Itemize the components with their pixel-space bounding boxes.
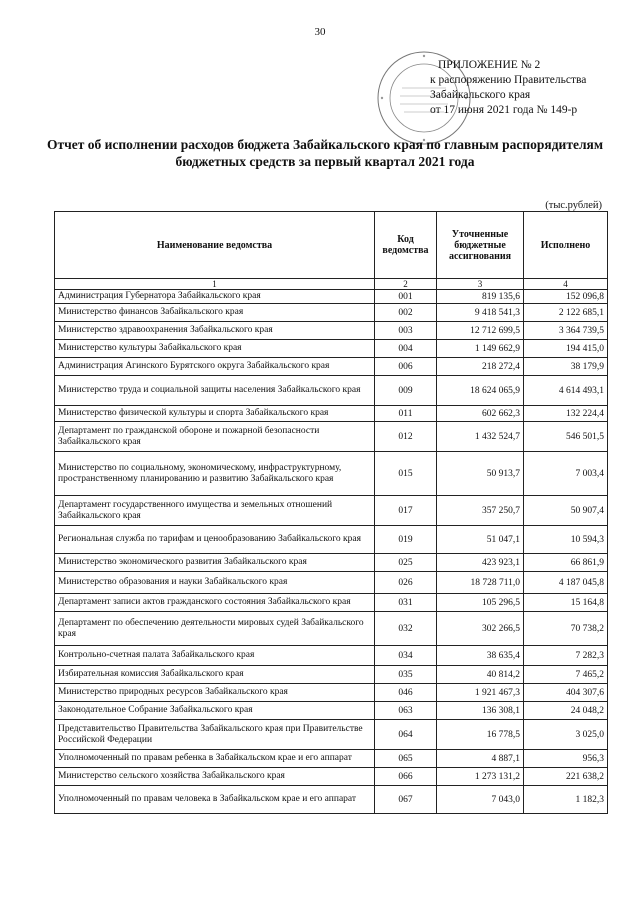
appendix-title: ПРИЛОЖЕНИЕ № 2 (438, 59, 541, 71)
executed-amount: 132 224,4 (524, 406, 608, 422)
table-row (55, 340, 608, 358)
department-code: 025 (375, 554, 437, 572)
department-name: Министерство финансов Забайкальского края (55, 304, 375, 322)
table-row (55, 526, 608, 554)
table-row (55, 358, 608, 376)
table-row (55, 720, 608, 750)
department-name: Администрация Губернатора Забайкальского края (55, 290, 375, 304)
report-title-line-1: Отчет об исполнении расходов бюджета Забайкальского края по главным распорядителям (46, 137, 604, 152)
department-code: 003 (375, 322, 437, 340)
department-code: 009 (375, 376, 437, 406)
executed-amount: 38 179,9 (524, 358, 608, 376)
header-allocated: Уточненные бюджетные ассигнования (437, 212, 524, 279)
executed-amount: 194 415,0 (524, 340, 608, 358)
executed-amount: 2 122 685,1 (524, 304, 608, 322)
header-code: Код ведомства (375, 212, 437, 279)
table-row (55, 290, 608, 304)
executed-amount: 956,3 (524, 750, 608, 768)
department-name: Министерство труда и социальной защиты населения Забайкальского края (55, 376, 375, 406)
department-name: Департамент по обеспечению деятельности мировых судей Забайкальского края (55, 612, 375, 646)
allocated-amount: 40 814,2 (437, 666, 524, 684)
allocated-amount: 12 712 699,5 (437, 322, 524, 340)
executed-amount: 66 861,9 (524, 554, 608, 572)
table-row (55, 768, 608, 786)
executed-amount: 221 638,2 (524, 768, 608, 786)
department-name: Департамент по гражданской обороне и пожарной безопасности Забайкальского края (55, 422, 375, 452)
table-row (55, 452, 608, 496)
header-name: Наименование ведомства (55, 212, 375, 279)
table-row (55, 422, 608, 452)
column-number: 1 (55, 279, 375, 290)
allocated-amount: 51 047,1 (437, 526, 524, 554)
table-row (55, 304, 608, 322)
units-label: (тыс.рублей) (545, 200, 602, 211)
executed-amount: 152 096,8 (524, 290, 608, 304)
column-number: 4 (524, 279, 608, 290)
page-number: 30 (314, 26, 326, 38)
department-code: 046 (375, 684, 437, 702)
executed-amount: 404 307,6 (524, 684, 608, 702)
allocated-amount: 18 624 065,9 (437, 376, 524, 406)
allocated-amount: 136 308,1 (437, 702, 524, 720)
department-code: 004 (375, 340, 437, 358)
department-name: Представительство Правительства Забайкальского края при Правительстве Российской Федерации (55, 720, 375, 750)
table-row (55, 750, 608, 768)
department-code: 065 (375, 750, 437, 768)
header-executed: Исполнено (524, 212, 608, 279)
department-name: Министерство сельского хозяйства Забайкальского края (55, 768, 375, 786)
table-body (55, 290, 608, 814)
table-row (55, 322, 608, 340)
table-row (55, 684, 608, 702)
allocated-amount: 302 266,5 (437, 612, 524, 646)
executed-amount: 24 048,2 (524, 702, 608, 720)
allocated-amount: 105 296,5 (437, 594, 524, 612)
department-code: 063 (375, 702, 437, 720)
column-numbers-row (55, 279, 608, 290)
department-code: 067 (375, 786, 437, 814)
table-row (55, 406, 608, 422)
allocated-amount: 50 913,7 (437, 452, 524, 496)
department-code: 012 (375, 422, 437, 452)
department-name: Уполномоченный по правам человека в Забайкальском крае и его аппарат (55, 786, 375, 814)
department-name: Контрольно-счетная палата Забайкальского края (55, 646, 375, 666)
expenditure-table (54, 211, 608, 814)
department-code: 035 (375, 666, 437, 684)
table-row (55, 376, 608, 406)
allocated-amount: 423 923,1 (437, 554, 524, 572)
department-name: Министерство культуры Забайкальского края (55, 340, 375, 358)
department-name: Региональная служба по тарифам и ценообразованию Забайкальского края (55, 526, 375, 554)
allocated-amount: 18 728 711,0 (437, 572, 524, 594)
department-code: 026 (375, 572, 437, 594)
table-row (55, 786, 608, 814)
department-code: 006 (375, 358, 437, 376)
allocated-amount: 357 250,7 (437, 496, 524, 526)
department-code: 064 (375, 720, 437, 750)
executed-amount: 70 738,2 (524, 612, 608, 646)
executed-amount: 4 187 045,8 (524, 572, 608, 594)
table-row (55, 554, 608, 572)
report-title-line-2: бюджетных средств за первый квартал 2021 года (175, 154, 475, 169)
department-code: 066 (375, 768, 437, 786)
department-name: Уполномоченный по правам ребенка в Забайкальском крае и его аппарат (55, 750, 375, 768)
executed-amount: 546 501,5 (524, 422, 608, 452)
executed-amount: 4 614 493,1 (524, 376, 608, 406)
department-name: Министерство здравоохранения Забайкальского края (55, 322, 375, 340)
department-name: Министерство природных ресурсов Забайкальского края (55, 684, 375, 702)
appendix-line-3: Забайкальского края (430, 89, 531, 101)
department-name: Департамент государственного имущества и земельных отношений Забайкальского края (55, 496, 375, 526)
allocated-amount: 38 635,4 (437, 646, 524, 666)
appendix-block (430, 58, 586, 118)
table-row (55, 572, 608, 594)
allocated-amount: 819 135,6 (437, 290, 524, 304)
department-name: Министерство по социальному, экономическому, инфраструктурному, пространственному планированию и развитию Забайкальского края (55, 452, 375, 496)
allocated-amount: 1 273 131,2 (437, 768, 524, 786)
department-name: Министерство образования и науки Забайкальского края (55, 572, 375, 594)
executed-amount: 7 003,4 (524, 452, 608, 496)
executed-amount: 7 282,3 (524, 646, 608, 666)
allocated-amount: 218 272,4 (437, 358, 524, 376)
department-name: Законодательное Собрание Забайкальского края (55, 702, 375, 720)
allocated-amount: 4 887,1 (437, 750, 524, 768)
department-code: 011 (375, 406, 437, 422)
executed-amount: 10 594,3 (524, 526, 608, 554)
executed-amount: 1 182,3 (524, 786, 608, 814)
allocated-amount: 1 149 662,9 (437, 340, 524, 358)
department-name: Департамент записи актов гражданского состояния Забайкальского края (55, 594, 375, 612)
header-row (55, 212, 608, 279)
allocated-amount: 16 778,5 (437, 720, 524, 750)
department-code: 019 (375, 526, 437, 554)
allocated-amount: 9 418 541,3 (437, 304, 524, 322)
department-code: 017 (375, 496, 437, 526)
department-code: 002 (375, 304, 437, 322)
report-title (30, 136, 620, 170)
appendix-line-4: от 17 июня 2021 года № 149-р (430, 104, 578, 116)
department-code: 032 (375, 612, 437, 646)
executed-amount: 7 465,2 (524, 666, 608, 684)
appendix-line-2: к распоряжению Правительства (430, 74, 587, 86)
column-number: 3 (437, 279, 524, 290)
department-code: 034 (375, 646, 437, 666)
executed-amount: 3 025,0 (524, 720, 608, 750)
allocated-amount: 7 043,0 (437, 786, 524, 814)
allocated-amount: 1 432 524,7 (437, 422, 524, 452)
executed-amount: 50 907,4 (524, 496, 608, 526)
department-code: 001 (375, 290, 437, 304)
department-name: Избирательная комиссия Забайкальского края (55, 666, 375, 684)
department-name: Администрация Агинского Бурятского округа Забайкальского края (55, 358, 375, 376)
allocated-amount: 602 662,3 (437, 406, 524, 422)
table-row (55, 646, 608, 666)
allocated-amount: 1 921 467,3 (437, 684, 524, 702)
table-row (55, 594, 608, 612)
department-name: Министерство экономического развития Забайкальского края (55, 554, 375, 572)
department-name: Министерство физической культуры и спорта Забайкальского края (55, 406, 375, 422)
table-row (55, 612, 608, 646)
column-number: 2 (375, 279, 437, 290)
executed-amount: 15 164,8 (524, 594, 608, 612)
table-row (55, 666, 608, 684)
table-row (55, 702, 608, 720)
department-code: 031 (375, 594, 437, 612)
executed-amount: 3 364 739,5 (524, 322, 608, 340)
table-row (55, 496, 608, 526)
department-code: 015 (375, 452, 437, 496)
